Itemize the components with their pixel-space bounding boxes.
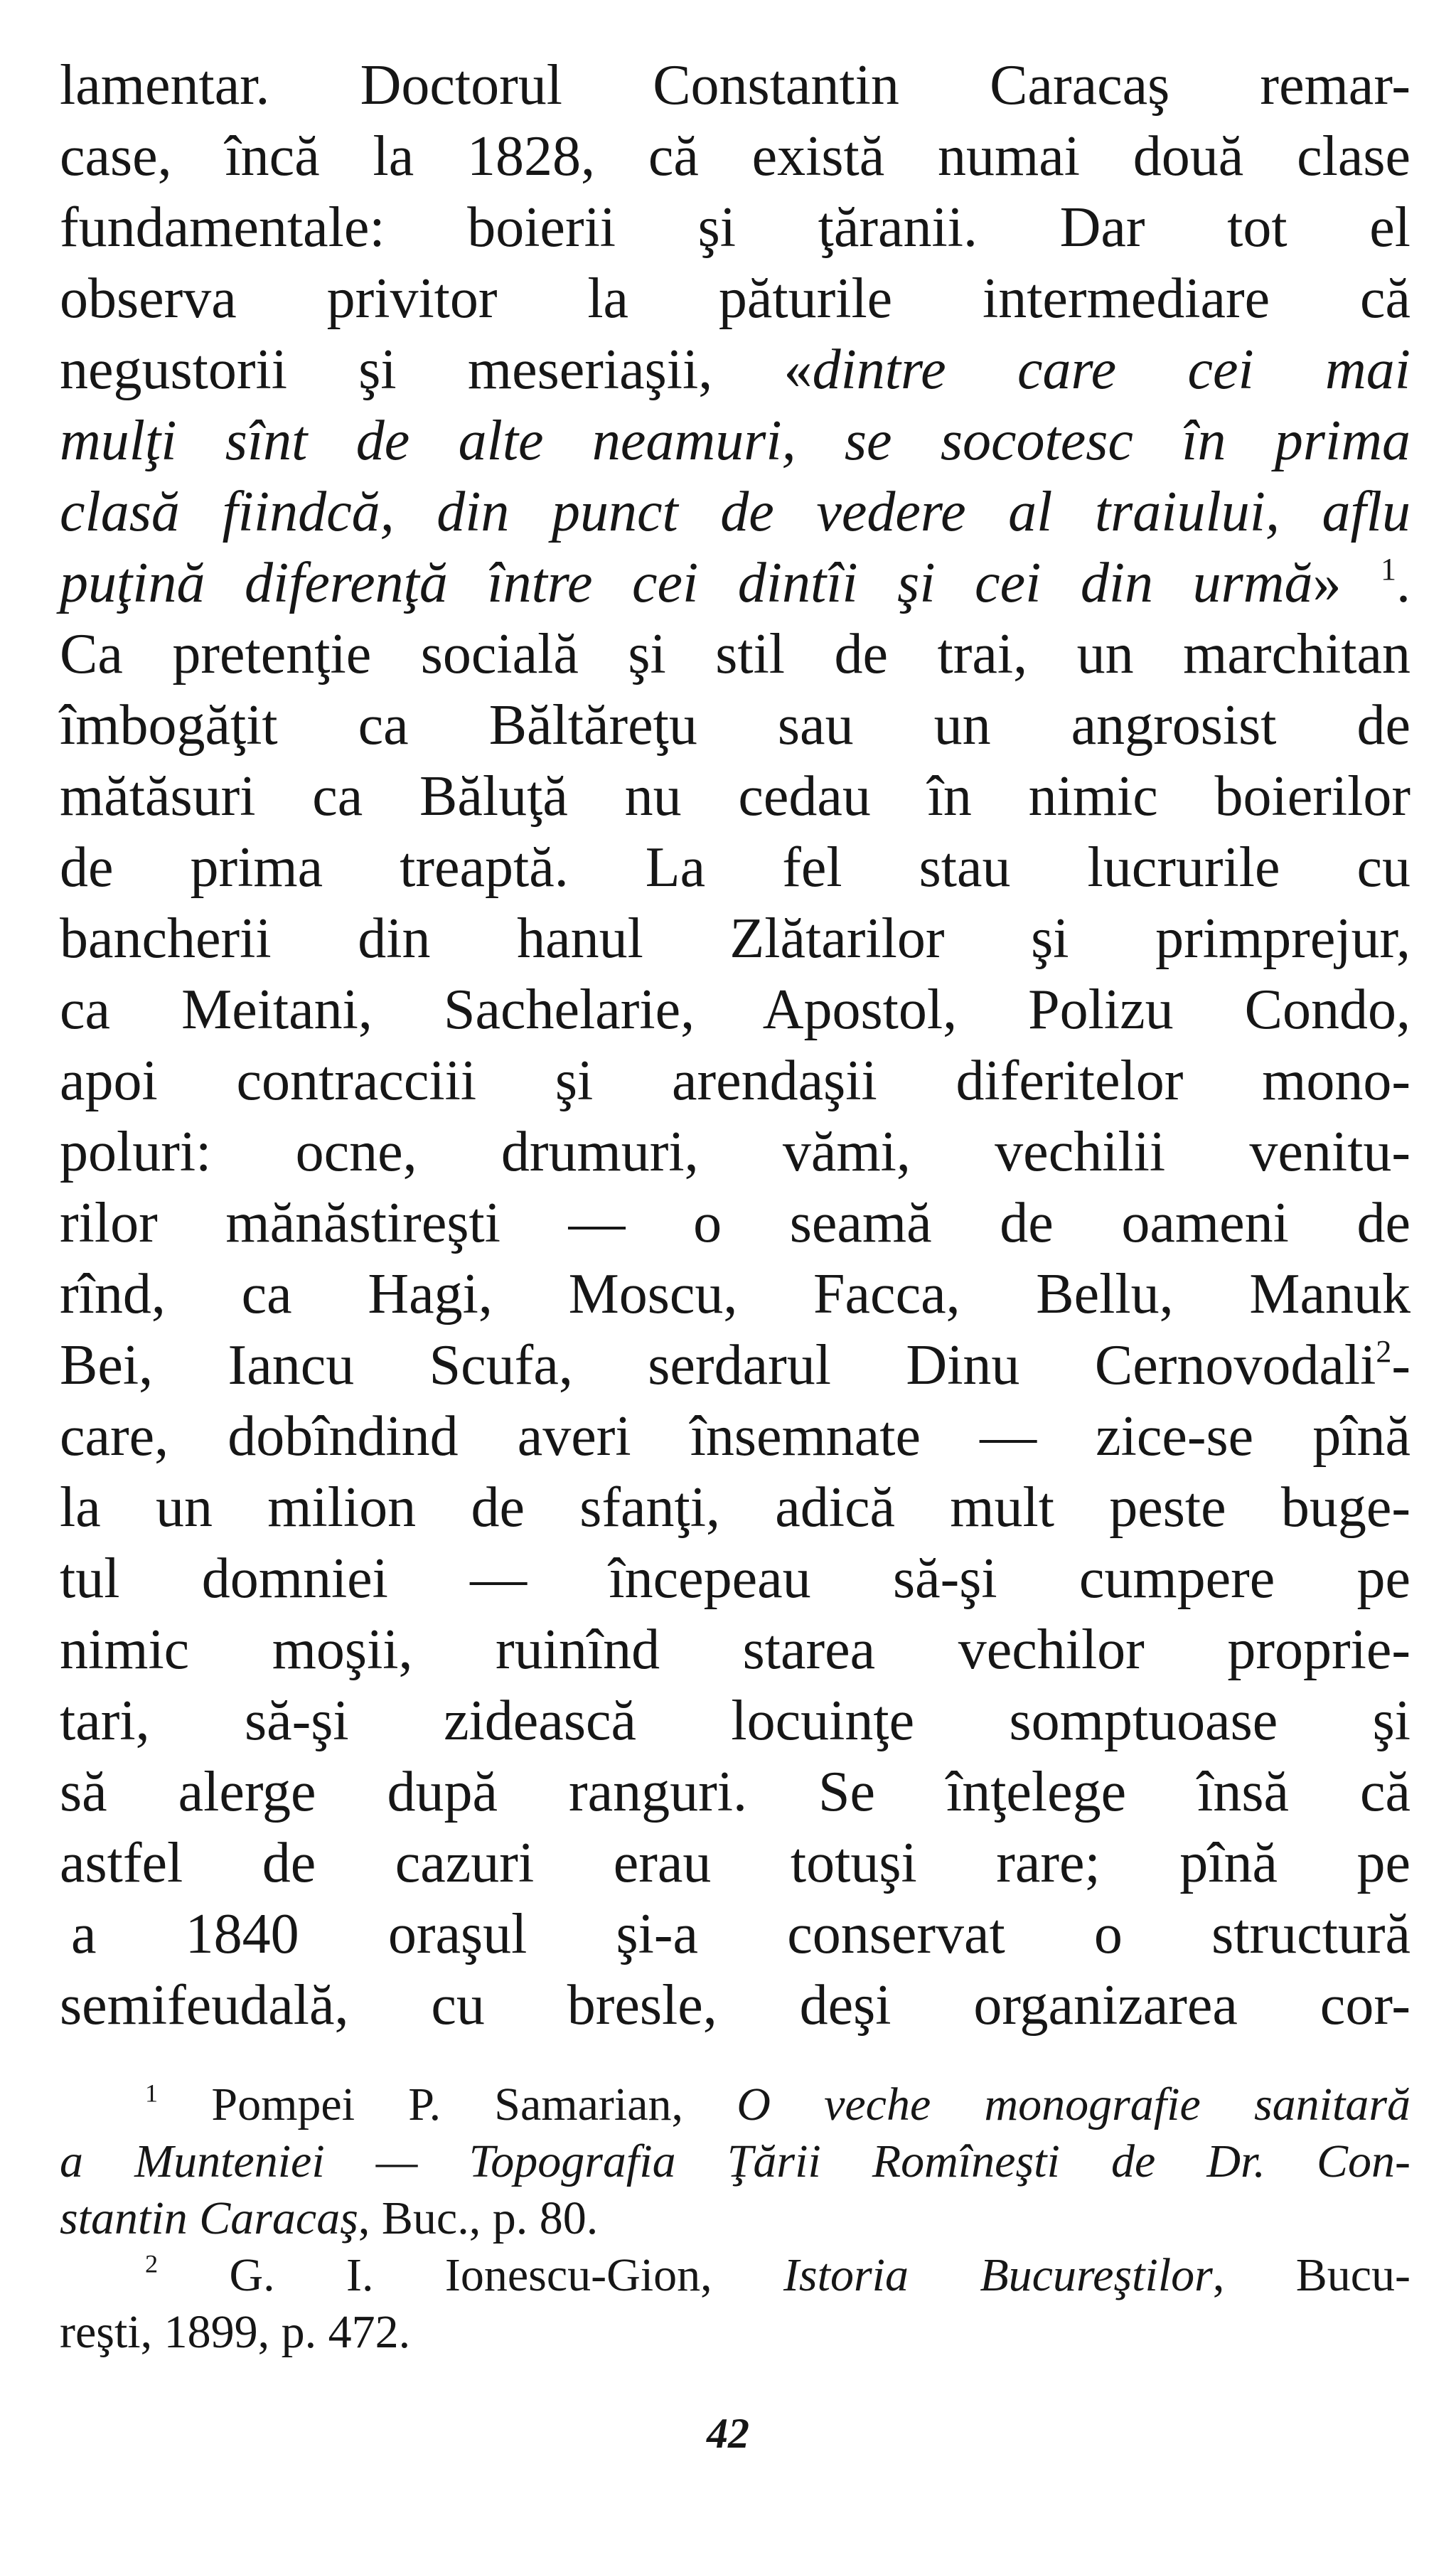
text-line: nimic moşii, ruinînd starea vechilor proprie- [60, 1618, 1410, 1681]
text-line: rilor mănăstireşti — o seamă de oameni de [60, 1192, 1410, 1254]
footnote-line: stantin Caracaş, Buc., p. 80. [60, 2192, 599, 2244]
page-number: 42 [707, 2410, 749, 2457]
footnote-title: O veche monografie sanitară [737, 2079, 1411, 2130]
text-line: îmbogăţit ca Băltăreţu sau un angrosist de [60, 694, 1410, 757]
text-line: Bei, Iancu Scufa, serdarul Dinu Cernovodali$^2$- [60, 1334, 1410, 1397]
text-line: apoi contracciii şi arendaşii diferitelor mono- [60, 1050, 1410, 1112]
footnote-title: stantin Caracaş [60, 2192, 358, 2244]
text-line: mătăsuri ca Băluţă nu cedau în nimic boierilor [60, 765, 1410, 828]
text-line: case, încă la 1828, că există numai două clase [60, 125, 1410, 188]
text-line: care, dobîndind averi însemnate — zice-se pînă [60, 1405, 1410, 1468]
footnote-marker: 1 [145, 2079, 159, 2108]
footnote-title: Istoria Bucureştilor [783, 2249, 1213, 2301]
text-line: bancherii din hanul Zlătarilor şi primprejur, [60, 907, 1410, 970]
text-line: ca Meitani, Sachelarie, Apostol, Polizu Condo, [60, 978, 1410, 1041]
text-line: observa privitor la păturile intermediare că [60, 267, 1410, 330]
footnote-2 [60, 2247, 1410, 2361]
text-line: semifeudală, cu bresle, deşi organizarea cor- [60, 1974, 1410, 2037]
text-line: tul domniei — începeau să-şi cumpere pe [60, 1547, 1410, 1610]
quoted-italic-text: mulţi sînt de alte neamuri, se socotesc în prima [60, 410, 1410, 472]
footnote-ref: 1 [1381, 552, 1397, 587]
footnote-title: a Munteniei — Topografia Ţării Romîneşti de Dr. Con- [60, 2135, 1410, 2187]
footnote-line: reşti, 1899, p. 472. [60, 2306, 411, 2358]
text-line: fundamentale: boierii şi ţăranii. Dar tot el [60, 196, 1410, 259]
text-line: tari, să-şi zidească locuinţe somptuoase şi [60, 1690, 1410, 1752]
text-line: rînd, ca Hagi, Moscu, Facca, Bellu, Manuk [60, 1263, 1410, 1325]
footnote-ref: 2 [1376, 1334, 1392, 1370]
text-line: poluri: ocne, drumuri, vămi, vechilii venitu- [60, 1121, 1410, 1183]
quoted-italic-text: dintre care cei mai [812, 338, 1411, 401]
text-line: negustorii şi meseriaşii, «dintre care cei mai [60, 338, 1411, 401]
text-line: lamentar. Doctorul Constantin Caracaş remar- [60, 54, 1410, 117]
body-text [60, 50, 1410, 2041]
quoted-italic-text: clasă fiindcă, din punct de vedere al traiului, aflu [60, 481, 1410, 543]
text-line: Ca pretenţie socială şi stil de trai, un marchitan [60, 623, 1410, 686]
text-line: să alerge după ranguri. Se înţelege însă că [60, 1761, 1410, 1823]
footnote-marker: 2 [145, 2249, 159, 2278]
quoted-italic-text: puţină diferenţă între cei dintîi şi cei din urmă [60, 552, 1313, 614]
footnote-line: $^2$ G. I. Ionescu-Gion, Istoria Bucureştilor, Bucu- [145, 2249, 1411, 2301]
footnote-1 [60, 2076, 1410, 2247]
footnote-line: $^1$ Pompei P. Samarian, O veche monografie sanitară [145, 2079, 1411, 2130]
text-line: de prima treaptă. La fel stau lucrurile cu [60, 836, 1410, 899]
text-line: puţină diferenţă între cei dintîi şi cei din urmă» $^1$. [60, 552, 1411, 614]
text-line: a 1840 oraşul şi-a conservat o structură [71, 1903, 1410, 1965]
text-line: astfel de cazuri erau totuşi rare; pînă pe [60, 1832, 1410, 1894]
text-line: la un milion de sfanţi, adică mult peste buge- [60, 1476, 1410, 1539]
footnotes [60, 2076, 1410, 2361]
